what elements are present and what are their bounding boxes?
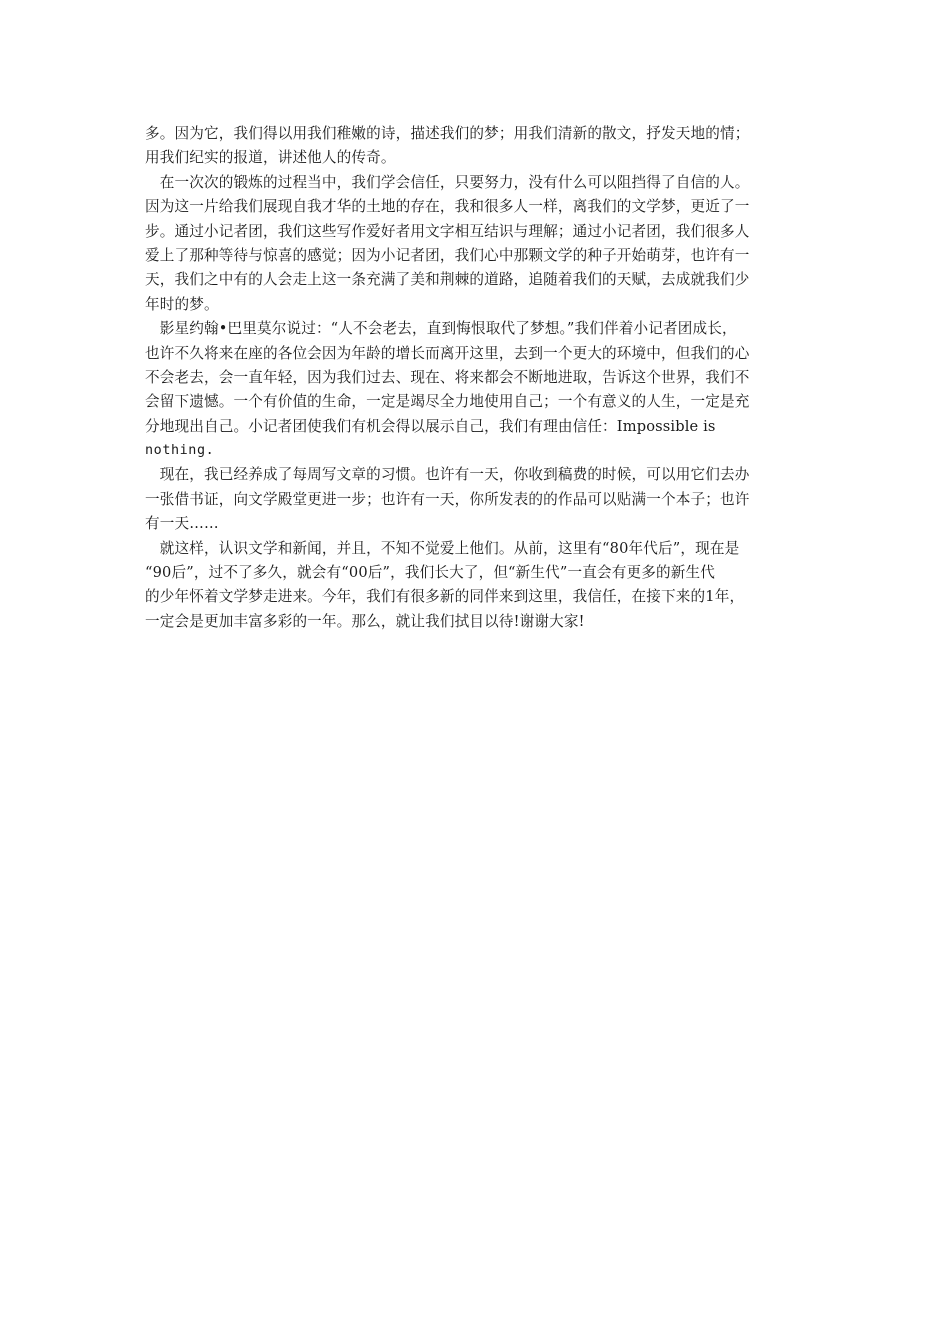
text-line: 天，我们之中有的人会走上这一条充满了美和荆棘的道路，追随着我们的天赋，去成就我们少 [145, 271, 750, 289]
text-line: 影星约翰•巴里莫尔说过：“人不会老去，直到悔恨取代了梦想。”我们伴着小记者团成长， [145, 320, 737, 338]
text-line: “90后”，过不了多久，就会有“00后”，我们长大了，但“新生代”一直会有更多的新生代 [145, 564, 715, 582]
text-line: 分地现出自己。小记者团使我们有机会得以展示自己，我们有理由信任：Impossible is [145, 417, 716, 435]
text-line: 用我们纪实的报道，讲述他人的传奇。 [145, 149, 396, 167]
text-line: 步。通过小记者团，我们这些写作爱好者用文字相互结识与理解；通过小记者团，我们很多人 [145, 222, 750, 240]
text-line: 一定会是更加丰富多彩的一年。那么，就让我们拭目以待!谢谢大家! [145, 612, 585, 630]
text-line: 不会老去，会一直年轻，因为我们过去、现在、将来都会不断地进取，告诉这个世界，我们不 [145, 368, 750, 386]
text-line: 的少年怀着文学梦走进来。今年，我们有很多新的同伴来到这里，我信任，在接下来的1年， [145, 588, 745, 606]
text-line: 就这样，认识文学和新闻，并且，不知不觉爱上他们。从前，这里有“80年代后”，现在是 [145, 539, 740, 557]
paragraph-3 [145, 317, 810, 463]
paragraph-1 [145, 122, 810, 171]
paragraph-5 [145, 537, 810, 635]
document-body [145, 122, 810, 634]
text-line: 年时的梦。 [145, 295, 219, 313]
text-line: 在一次次的锻炼的过程当中，我们学会信任，只要努力，没有什么可以阻挡得了自信的人。 [145, 173, 750, 191]
text-line: 多。因为它，我们得以用我们稚嫩的诗，描述我们的梦；用我们清新的散文，抒发天地的情； [145, 125, 750, 142]
text-line: 现在，我已经养成了每周写文章的习惯。也许有一天，你收到稿费的时候，可以用它们去办 [145, 466, 750, 484]
text-line: 一张借书证，向文学殿堂更进一步；也许有一天，你所发表的的作品可以贴满一个本子；也许 [145, 490, 750, 508]
text-line: 也许不久将来在座的各位会因为年龄的增长而离开这里，去到一个更大的环境中，但我们的心 [145, 344, 750, 362]
paragraph-4 [145, 463, 810, 536]
text-line: 有一天…… [145, 515, 219, 533]
text-line: 因为这一片给我们展现自我才华的土地的存在，我和很多人一样，离我们的文学梦，更近了一 [145, 198, 750, 216]
text-line: 爱上了那种等待与惊喜的感觉；因为小记者团，我们心中那颗文学的种子开始萌芽，也许有一 [145, 246, 750, 264]
text-line: 会留下遗憾。一个有价值的生命，一定是竭尽全力地使用自己；一个有意义的人生，一定是充 [145, 393, 750, 411]
text-line: nothing. [145, 443, 215, 459]
paragraph-2 [145, 171, 810, 317]
